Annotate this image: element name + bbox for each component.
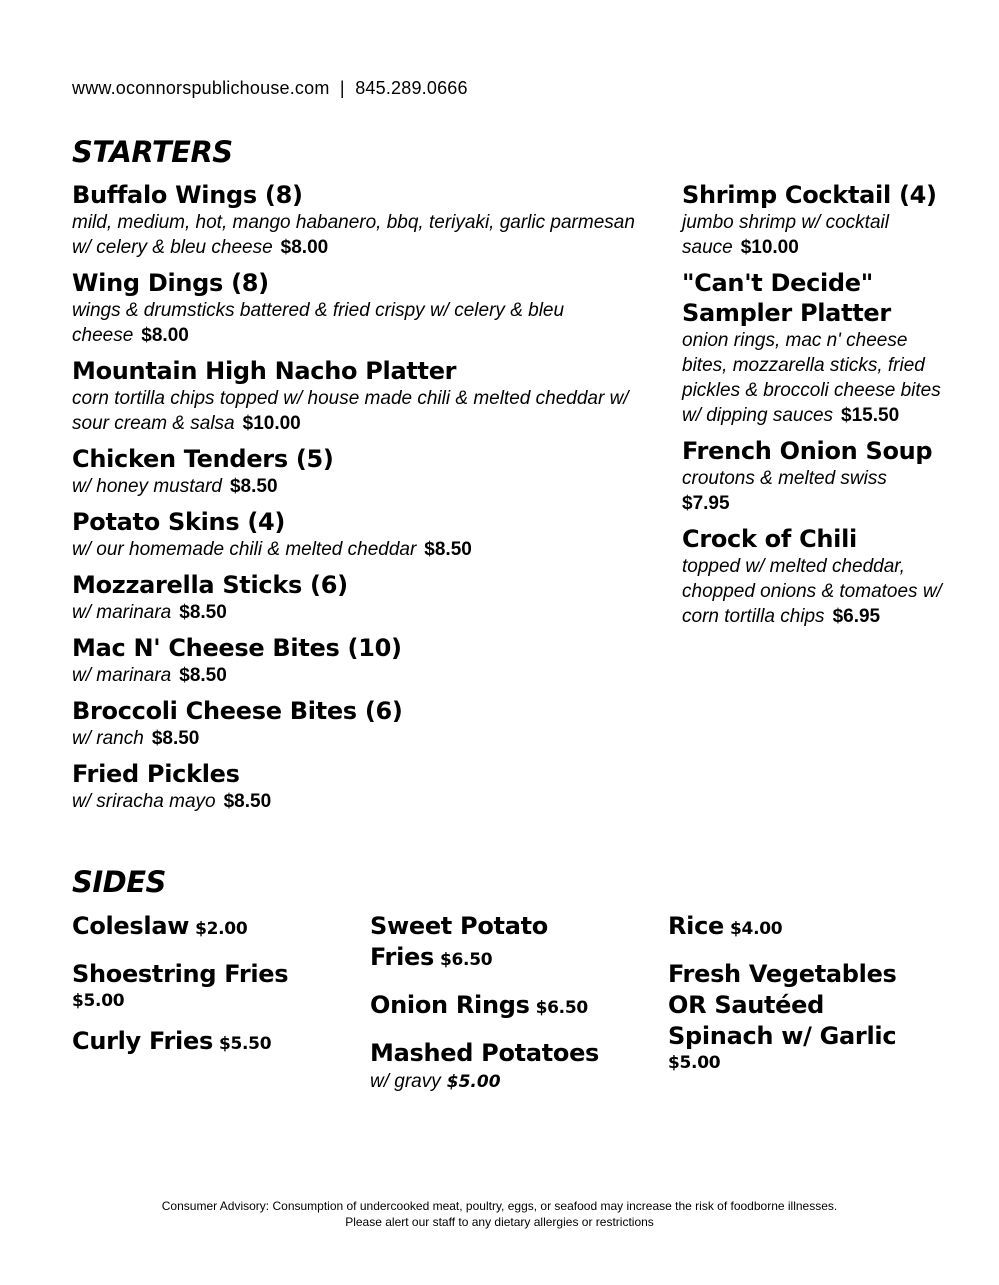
side-price: $6.50 bbox=[440, 950, 493, 970]
description-text: jumbo shrimp w/ cocktail sauce bbox=[682, 212, 889, 258]
advisory-line-2: Please alert our staff to any dietary allergies or restrictions bbox=[345, 1215, 654, 1229]
menu-item bbox=[72, 507, 642, 562]
sides-heading: SIDES bbox=[72, 865, 166, 899]
menu-item bbox=[72, 268, 642, 348]
item-price: $8.50 bbox=[223, 791, 272, 812]
description-text: w/ marinara bbox=[72, 602, 172, 623]
menu-item bbox=[72, 759, 642, 814]
side-price: $5.00 bbox=[668, 1053, 721, 1073]
starters-heading: STARTERS bbox=[72, 135, 233, 169]
side-item bbox=[370, 1038, 610, 1095]
side-item bbox=[668, 911, 918, 945]
description-text: wings & drumsticks battered & fried crispy w/ celery & bleu cheese bbox=[72, 300, 565, 346]
item-description bbox=[72, 789, 642, 814]
item-name: Potato Skins (4) bbox=[72, 508, 286, 536]
item-description bbox=[72, 726, 642, 751]
side-price: $4.00 bbox=[730, 919, 783, 939]
side-item bbox=[72, 1026, 332, 1060]
menu-item bbox=[682, 180, 944, 260]
side-name: Coleslaw bbox=[72, 912, 190, 940]
item-description bbox=[72, 600, 642, 625]
description-text: mild, medium, hot, mango habanero, bbq, teriyaki, garlic parmesan bbox=[72, 212, 635, 233]
side-item bbox=[668, 959, 918, 1074]
item-description bbox=[682, 466, 944, 516]
item-description bbox=[682, 328, 944, 428]
item-price: $8.50 bbox=[179, 602, 227, 623]
item-price: $10.00 bbox=[740, 237, 799, 258]
side-item bbox=[370, 911, 610, 976]
item-price: $10.00 bbox=[242, 413, 301, 434]
item-name: Broccoli Cheese Bites (6) bbox=[72, 697, 403, 725]
side-name: Fresh Vegetables OR Sautéed Spinach w/ Garlic bbox=[668, 960, 897, 1050]
item-name: Crock of Chili bbox=[682, 525, 857, 553]
side-name: Curly Fries bbox=[72, 1027, 213, 1055]
side-item bbox=[72, 911, 332, 945]
item-description bbox=[682, 554, 944, 629]
item-description bbox=[682, 210, 944, 260]
item-price: $8.00 bbox=[280, 237, 329, 258]
menu-item bbox=[72, 696, 642, 751]
side-name: Onion Rings bbox=[370, 991, 530, 1019]
item-price: $8.50 bbox=[424, 539, 472, 560]
side-name-line bbox=[370, 1038, 610, 1069]
side-item bbox=[72, 959, 332, 1012]
advisory-line-1: Consumer Advisory: Consumption of undercooked meat, poultry, eggs, or seafood may increase the risk of foodborne illnesses. bbox=[161, 1199, 838, 1213]
menu-item bbox=[682, 436, 944, 516]
side-name-line bbox=[72, 959, 332, 1012]
item-description bbox=[72, 663, 642, 688]
sides-column-1 bbox=[72, 911, 332, 1074]
item-price: $6.95 bbox=[832, 606, 881, 627]
item-name: French Onion Soup bbox=[682, 437, 933, 465]
side-price: $6.50 bbox=[535, 998, 588, 1018]
item-name: Fried Pickles bbox=[72, 760, 240, 788]
item-name: Mozzarella Sticks (6) bbox=[72, 571, 348, 599]
side-name-line bbox=[370, 990, 610, 1024]
item-name: Chicken Tenders (5) bbox=[72, 445, 334, 473]
item-price: $7.95 bbox=[682, 493, 730, 514]
menu-item bbox=[682, 268, 944, 428]
side-name: Shoestring Fries bbox=[72, 960, 289, 988]
sides-column-2 bbox=[370, 911, 610, 1109]
menu-item bbox=[72, 356, 642, 436]
sides-column-3 bbox=[668, 911, 918, 1088]
item-description bbox=[72, 537, 642, 562]
item-name: Wing Dings (8) bbox=[72, 269, 269, 297]
item-price: $8.50 bbox=[179, 665, 227, 686]
description-text: w/ honey mustard bbox=[72, 476, 222, 497]
item-name: Buffalo Wings (8) bbox=[72, 181, 303, 209]
description-text: w/ gravy bbox=[370, 1071, 441, 1092]
description-text: w/ marinara bbox=[72, 665, 172, 686]
side-name: Mashed Potatoes bbox=[370, 1039, 600, 1067]
side-name-line bbox=[72, 1026, 332, 1060]
side-name-line bbox=[668, 911, 918, 945]
side-item bbox=[370, 990, 610, 1024]
description-text: topped w/ melted cheddar, chopped onions & tomatoes w/ corn tortilla chips bbox=[682, 556, 942, 627]
starters-left-column bbox=[72, 180, 642, 822]
side-price: $5.50 bbox=[218, 1034, 272, 1054]
item-description bbox=[72, 386, 642, 436]
item-description bbox=[72, 474, 642, 499]
description-text: onion rings, mac n' cheese bites, mozzarella sticks, fried pickles & broccoli cheese bites w/ dipping sauces bbox=[682, 330, 941, 426]
menu-item bbox=[72, 633, 642, 688]
side-name: Sweet Potato Fries bbox=[370, 912, 548, 971]
description-text: w/ celery & bleu cheese bbox=[72, 237, 273, 258]
side-description bbox=[370, 1069, 610, 1095]
side-price: $5.00 bbox=[446, 1072, 501, 1092]
item-description bbox=[72, 210, 642, 260]
item-price: $15.50 bbox=[841, 405, 900, 426]
starters-right-column bbox=[682, 180, 944, 637]
contact-info: www.oconnorspublichouse.com | 845.289.0666 bbox=[72, 78, 468, 98]
menu-item bbox=[72, 570, 642, 625]
description-text: corn tortilla chips topped w/ house made chili & melted cheddar w/ sour cream & salsa bbox=[72, 388, 629, 434]
side-name: Rice bbox=[668, 912, 725, 940]
item-name: "Can't Decide" Sampler Platter bbox=[682, 269, 891, 327]
side-price: $2.00 bbox=[195, 919, 248, 939]
description-text: croutons & melted swiss bbox=[682, 468, 887, 489]
item-description bbox=[72, 298, 642, 348]
item-price: $8.00 bbox=[141, 325, 189, 346]
item-name: Mac N' Cheese Bites (10) bbox=[72, 634, 402, 662]
side-name-line bbox=[668, 959, 918, 1074]
side-name-line bbox=[72, 911, 332, 945]
menu-item bbox=[72, 180, 642, 260]
side-name-line bbox=[370, 911, 610, 976]
item-price: $8.50 bbox=[229, 476, 278, 497]
item-price: $8.50 bbox=[151, 728, 200, 749]
description-text: w/ ranch bbox=[72, 728, 144, 749]
consumer-advisory bbox=[0, 1198, 999, 1230]
menu-item bbox=[682, 524, 944, 629]
menu-item bbox=[72, 444, 642, 499]
item-name: Mountain High Nacho Platter bbox=[72, 357, 457, 385]
description-text: w/ our homemade chili & melted cheddar bbox=[72, 539, 417, 560]
item-name: Shrimp Cocktail (4) bbox=[682, 181, 937, 209]
description-text: w/ sriracha mayo bbox=[72, 791, 216, 812]
side-price: $5.00 bbox=[72, 991, 125, 1011]
